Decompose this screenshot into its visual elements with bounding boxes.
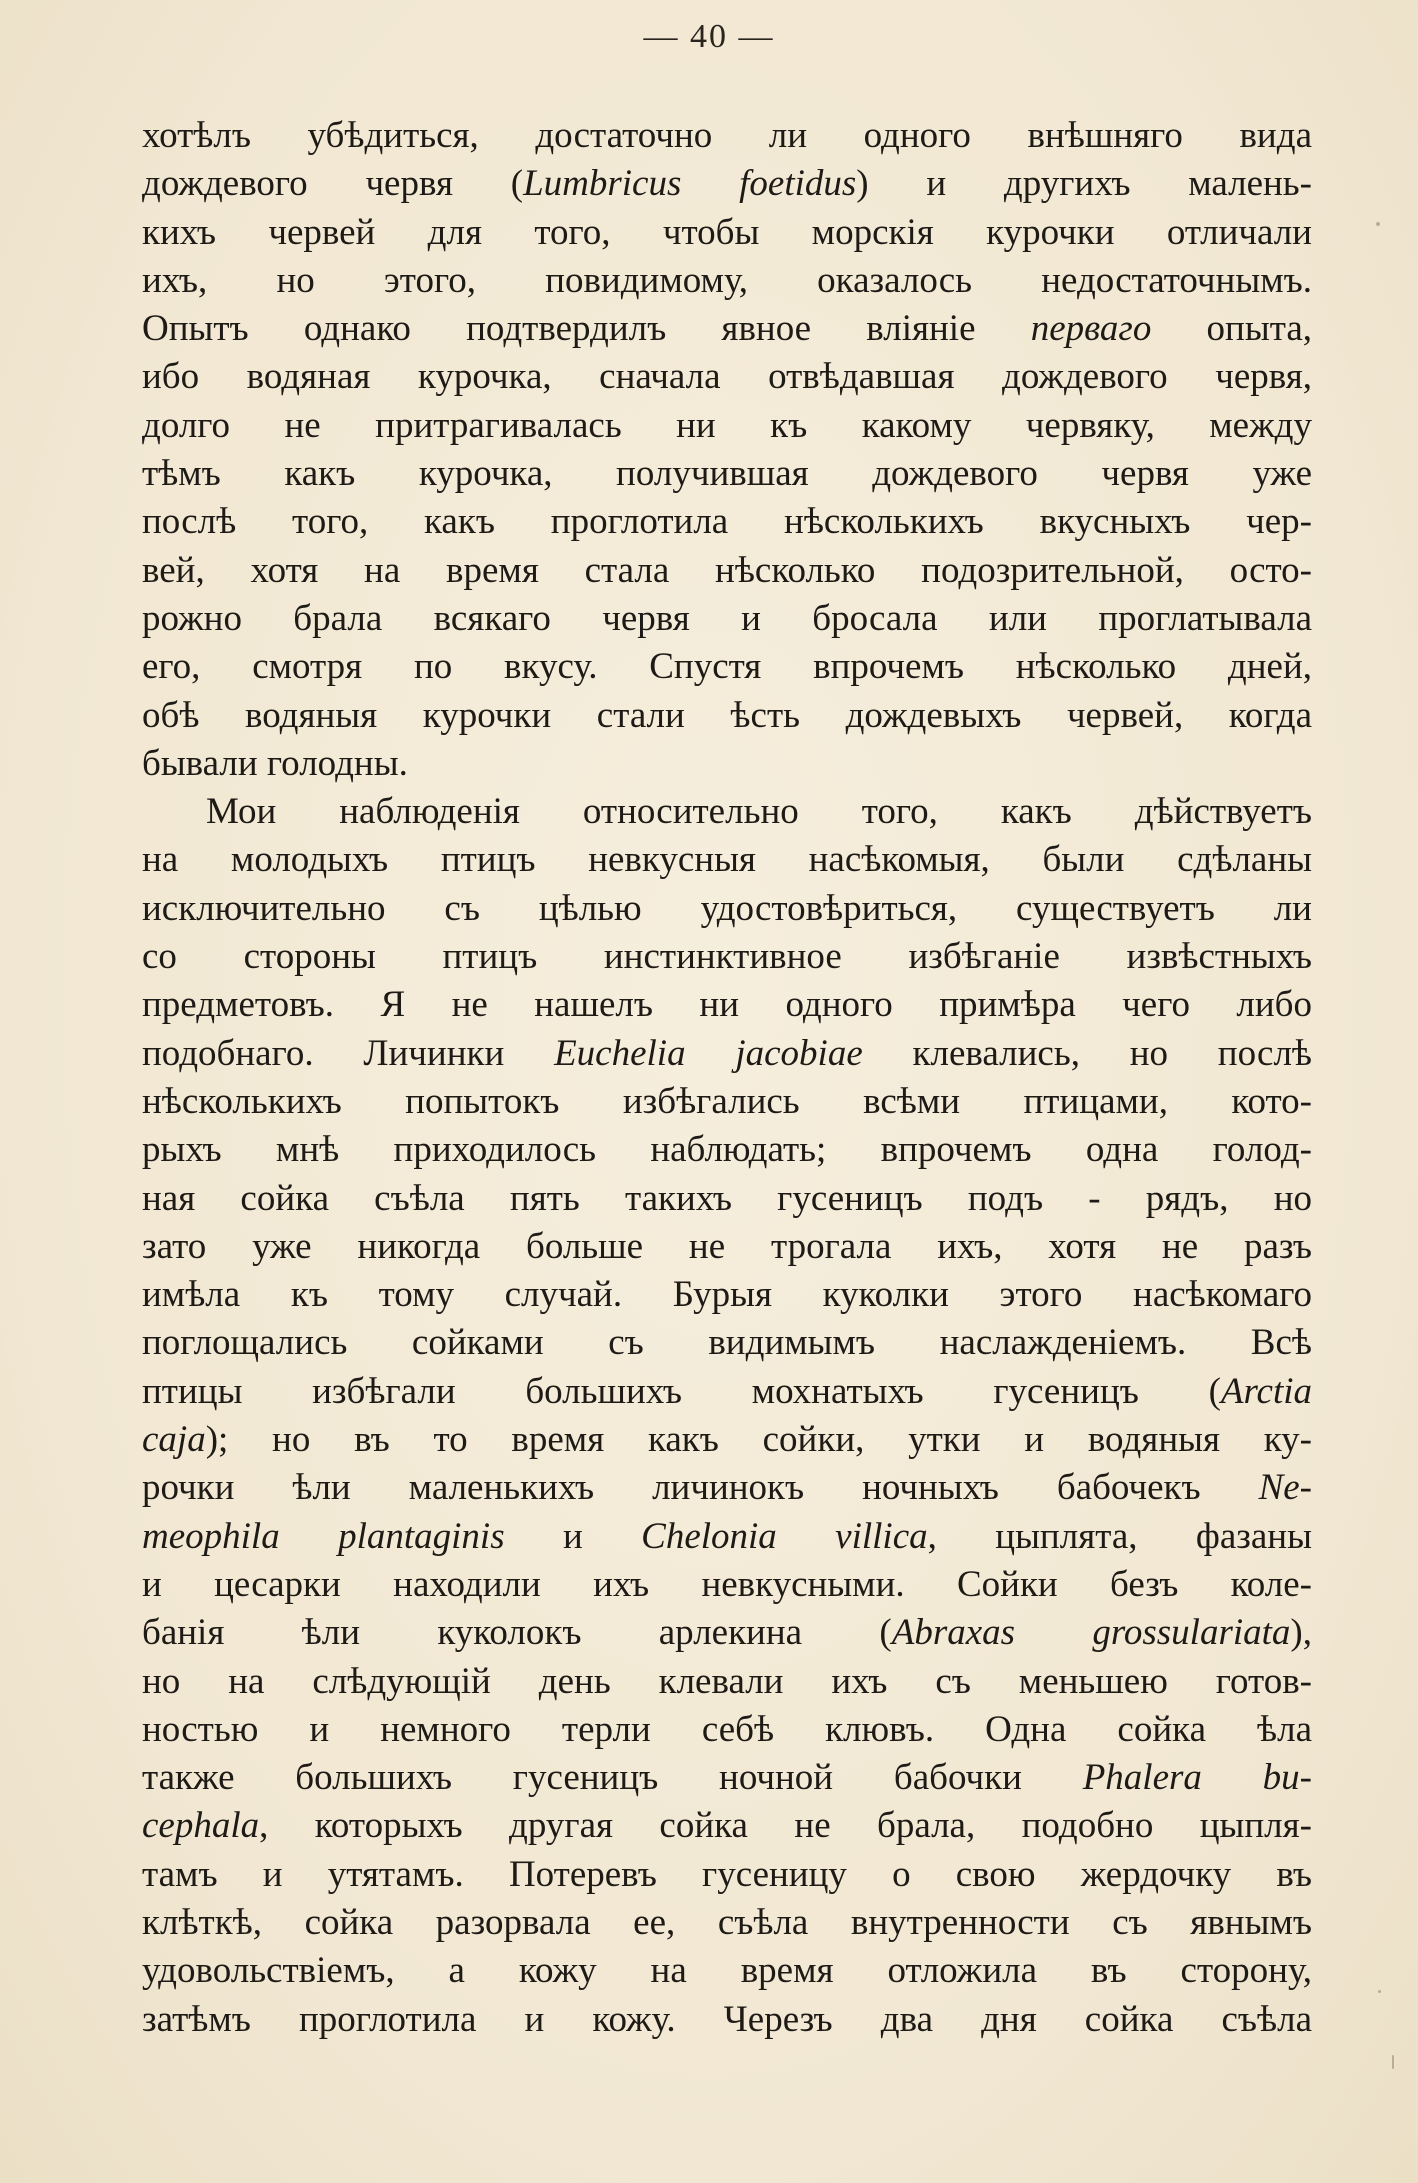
text-line <box>142 981 1312 1029</box>
text-run: клѣткѣ, сойка разорвала ее, съѣла внутренности съ явнымъ <box>142 1901 1312 1943</box>
text-run: рожно брала всякаго червя и бросала или проглатывала <box>142 597 1312 639</box>
text-line <box>142 595 1312 643</box>
text-run: и <box>504 1515 642 1557</box>
text-line <box>142 1609 1312 1657</box>
text-run: ибо водяная курочка, сначала отвѣдавшая дождевого червя, <box>142 356 1312 398</box>
paragraph-2 <box>142 788 1312 2044</box>
italic-term: meophila plantaginis <box>142 1515 505 1557</box>
text-run: зато уже никогда больше не трогала ихъ, хотя не разъ <box>142 1225 1312 1267</box>
paragraph-1 <box>142 112 1312 788</box>
text-line <box>142 1706 1312 1754</box>
text-run: предметовъ. Я не нашелъ ни одного примѣра чего либо <box>142 984 1312 1026</box>
text-run: хотѣлъ убѣдиться, достаточно ли одного внѣшняго вида <box>142 115 1312 156</box>
text-line <box>142 353 1312 401</box>
text-line <box>142 740 1312 788</box>
text-line <box>142 1899 1312 1947</box>
text-run: подобнаго. Личинки <box>142 1032 555 1074</box>
text-run: исключительно съ цѣлью удостовѣриться, существуетъ ли <box>142 887 1312 929</box>
text-run: и цесарки находили ихъ невкусными. Сойки безъ коле- <box>142 1563 1312 1605</box>
text-run: нѣсколькихъ попытокъ избѣгались всѣми птицами, кото- <box>142 1080 1312 1122</box>
text-line <box>142 885 1312 933</box>
text-run: тамъ и утятамъ. Потеревъ гусеницу о свою жердочку въ <box>142 1853 1312 1895</box>
text-run: клевались, но послѣ <box>862 1032 1313 1074</box>
text-run: Опытъ однако подтвердилъ явное вліяніе <box>142 308 1031 350</box>
text-run: долго не притрагивалась ни къ какому червяку, между <box>142 404 1312 446</box>
text-run: послѣ того, какъ проглотила нѣсколькихъ вкусныхъ чер- <box>142 501 1312 543</box>
text-line <box>142 209 1312 257</box>
text-run: дождевого червя ( <box>142 163 524 205</box>
italic-term: Euchelia jacobiae <box>554 1032 863 1074</box>
italic-term: перваго <box>1030 308 1152 350</box>
text-run: но на слѣдующій день клевали ихъ съ меньшею готов- <box>142 1660 1312 1702</box>
text-line <box>142 643 1312 691</box>
text-run: ностью и немного терли себѣ клювъ. Одна сойка ѣла <box>142 1708 1312 1750</box>
text-line <box>142 1319 1312 1367</box>
text-run: затѣмъ проглотила и кожу. Черезъ два дня сойка съѣла <box>142 1998 1312 2040</box>
text-line <box>142 692 1312 740</box>
text-line <box>142 1561 1312 1609</box>
text-run: его, смотря по вкусу. Спустя впрочемъ нѣсколько дней, <box>142 646 1312 688</box>
text-run: обѣ водяныя курочки стали ѣсть дождевыхъ червей, когда <box>142 694 1312 736</box>
paper-speck <box>1378 1990 1381 1993</box>
text-run: на молодыхъ птицъ невкусныя насѣкомыя, были сдѣланы <box>142 839 1312 881</box>
text-run: поглощались сойками съ видимымъ наслажденіемъ. Всѣ <box>142 1322 1312 1364</box>
italic-term: Ne- <box>1258 1467 1312 1509</box>
italic-term: Lumbricus foetidus <box>523 163 857 205</box>
text-line <box>142 1175 1312 1223</box>
text-line <box>142 1368 1312 1416</box>
italic-term: Arctia <box>1220 1370 1312 1412</box>
italic-term: caja <box>142 1419 206 1461</box>
text-run: со стороны птицъ инстинктивное избѣганіе извѣстныхъ <box>142 936 1312 978</box>
text-line <box>142 305 1312 353</box>
italic-term: Abraxas grossulariata <box>891 1612 1291 1654</box>
text-run: , цыплята, фазаны <box>927 1515 1312 1557</box>
text-line <box>142 1996 1312 2044</box>
italic-term: cephala <box>142 1805 260 1847</box>
text-line <box>142 788 1312 836</box>
text-run: ); но въ то время какъ сойки, утки и водяныя ку- <box>205 1419 1312 1461</box>
text-run: опыта, <box>1151 308 1312 350</box>
text-line <box>142 1513 1312 1561</box>
text-line <box>142 1416 1312 1464</box>
text-line <box>142 1126 1312 1174</box>
text-line <box>142 1947 1312 1995</box>
text-run: также большихъ гусеницъ ночной бабочки <box>142 1757 1083 1799</box>
text-line <box>142 450 1312 498</box>
text-run: Мои наблюденія относительно того, какъ дѣйствуетъ <box>206 791 1312 833</box>
text-line <box>142 1223 1312 1271</box>
text-line <box>142 1658 1312 1706</box>
text-run: вей, хотя на время стала нѣсколько подозрительной, осто- <box>142 549 1312 591</box>
page-number: — 40 — <box>643 18 775 55</box>
text-run: удовольствіемъ, а кожу на время отложила въ сторону, <box>142 1950 1312 1992</box>
text-line <box>142 1030 1312 1078</box>
text-line <box>142 1754 1312 1802</box>
text-run: птицы избѣгали большихъ мохнатыхъ гусеницъ ( <box>142 1370 1221 1412</box>
text-line <box>142 1078 1312 1126</box>
italic-term: Phalera bu- <box>1082 1757 1312 1799</box>
text-run: имѣла къ тому случай. Бурыя куколки этого насѣкомаго <box>142 1274 1312 1316</box>
text-line <box>142 257 1312 305</box>
text-run: рочки ѣли маленькихъ личинокъ ночныхъ бабочекъ <box>142 1467 1259 1509</box>
text-run: ная сойка съѣла пять такихъ гусеницъ подъ - рядъ, но <box>142 1177 1312 1219</box>
text-line <box>142 1271 1312 1319</box>
paper-speck <box>1376 222 1380 226</box>
text-run: рыхъ мнѣ приходилось наблюдать; впрочемъ одна голод- <box>142 1129 1312 1171</box>
text-run: ихъ, но этого, повидимому, оказалось недостаточнымъ. <box>142 259 1312 301</box>
paper-speck <box>1392 2055 1394 2069</box>
text-run: , которыхъ другая сойка не брала, подобно цыпля- <box>259 1805 1312 1847</box>
text-run: кихъ червей для того, чтобы морскія курочки отличали <box>142 211 1312 253</box>
text-line <box>142 1851 1312 1899</box>
text-line <box>142 498 1312 546</box>
text-line <box>142 1464 1312 1512</box>
text-run: банія ѣли куколокъ арлекина ( <box>142 1612 892 1654</box>
text-line <box>142 547 1312 595</box>
text-line <box>142 402 1312 450</box>
text-line <box>142 933 1312 981</box>
text-line <box>142 112 1312 160</box>
text-line <box>142 160 1312 208</box>
italic-term: Chelonia villica <box>641 1515 928 1557</box>
text-line <box>142 1802 1312 1850</box>
text-run: ), <box>1290 1612 1312 1654</box>
body-text <box>142 112 1312 2044</box>
text-run: тѣмъ какъ курочка, получившая дождевого червя уже <box>142 453 1312 495</box>
text-run: ) и другихъ малень- <box>856 163 1312 205</box>
text-line <box>142 836 1312 884</box>
text-run: бывали голодны. <box>142 742 408 784</box>
